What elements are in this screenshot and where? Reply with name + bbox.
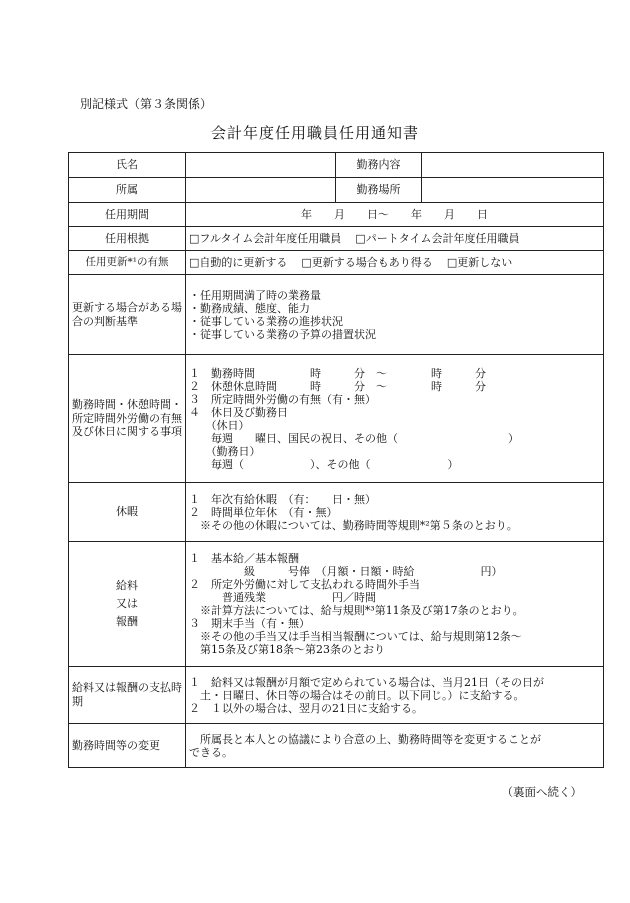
- row-criteria: [69, 275, 604, 355]
- renewal-label: 任用更新*¹の有無: [69, 251, 186, 275]
- row-change: [69, 724, 604, 768]
- payment-line: ２ １以外の場合は、翌月の21日に支給する。: [189, 701, 423, 715]
- basis-value: [186, 227, 604, 251]
- hours-line: 毎週 曜日、国民の祝日、その他（ ）: [189, 431, 519, 445]
- affiliation-value: [186, 178, 336, 203]
- pay-line: 普通残業 円／時間: [189, 591, 376, 604]
- period-label: 任用期間: [69, 203, 186, 227]
- hours-value: [186, 355, 604, 483]
- name-label: 氏名: [69, 153, 186, 178]
- payment-line: 土・日曜日、休日等の場合はその前日。以下同じ。）に支給する。: [189, 688, 525, 702]
- payment-line: １ 給料又は報酬が月額で定められている場合は、当月21日（その日が: [189, 675, 544, 689]
- criteria-line: ・従事している業務の進捗状況: [189, 314, 343, 328]
- leave-line: １ 年次有給休暇 （有： 日・無）: [189, 492, 376, 506]
- row-leave: [69, 483, 604, 542]
- hours-line: （休日）: [189, 418, 250, 432]
- row-payment-timing: [69, 667, 604, 724]
- row-pay: [69, 542, 604, 667]
- renewal-option-possible[interactable]: □更新する場合もあり得る: [301, 255, 433, 269]
- basis-option-parttime[interactable]: □パートタイム会計年度任用職員: [355, 231, 520, 245]
- pay-line: 級 号俸 （月額・日額・時給 円）: [189, 565, 503, 578]
- hours-line: ４ 休日及び勤務日: [189, 405, 288, 419]
- continued-note: （裏面へ続く）: [501, 785, 582, 799]
- workplace-value: [422, 178, 604, 203]
- hours-line: 毎週（ ）、その他（ ）: [189, 457, 459, 471]
- row-renewal: [69, 251, 604, 275]
- change-line: できる。: [189, 745, 233, 759]
- criteria-label: 更新する場合がある場合の判断基準: [69, 275, 186, 355]
- criteria-line: ・勤務成績、態度、能力: [189, 301, 310, 315]
- pay-line: 第15条及び第18条～第23条のとおり: [189, 643, 385, 656]
- leave-value: [186, 483, 604, 542]
- pay-line: ３ 期末手当（有・無）: [189, 617, 310, 630]
- change-label: 勤務時間等の変更: [69, 724, 186, 768]
- pay-label-line: 報酬: [116, 614, 138, 628]
- criteria-value: [186, 275, 604, 355]
- row-hours: [69, 355, 604, 483]
- pay-line: １ 基本給／基本報酬: [189, 552, 299, 565]
- basis-option-fulltime[interactable]: □フルタイム会計年度任用職員: [189, 231, 342, 245]
- pay-label: [69, 542, 186, 667]
- period-text: 年 月 日～ 年 月 日: [301, 207, 488, 221]
- row-name: [69, 153, 604, 178]
- change-value: [186, 724, 604, 768]
- row-basis: [69, 227, 604, 251]
- hours-label: 勤務時間・休憩時間・所定時間外労働の有無及び休日に関する事項: [69, 355, 186, 483]
- pay-line: ※計算方法については、給与規則*³第11条及び第17条のとおり。: [189, 604, 524, 617]
- hours-line: ３ 所定時間外労働の有無（有・無）: [189, 392, 376, 406]
- hours-line: （勤務日）: [189, 444, 261, 458]
- renewal-option-none[interactable]: □更新しない: [446, 255, 513, 269]
- duty-label: 勤務内容: [336, 153, 422, 178]
- basis-label: 任用根拠: [69, 227, 186, 251]
- pay-value: [186, 542, 604, 667]
- leave-label: 休暇: [69, 483, 186, 542]
- pay-line: ２ 所定外労働に対して支払われる時間外手当: [189, 578, 420, 591]
- criteria-line: ・任用期間満了時の業務量: [189, 288, 321, 302]
- period-value: [186, 203, 604, 227]
- pay-line: ※その他の手当又は手当相当報酬については、給与規則第12条～: [189, 630, 522, 643]
- renewal-option-auto[interactable]: □自動的に更新する: [189, 255, 288, 269]
- row-period: [69, 203, 604, 227]
- affiliation-label: 所属: [69, 178, 186, 203]
- row-affiliation: [69, 178, 604, 203]
- renewal-value: [186, 251, 604, 275]
- workplace-label: 勤務場所: [336, 178, 422, 203]
- pay-label-line: 又は: [116, 597, 138, 611]
- payment-value: [186, 667, 604, 724]
- leave-line: ２ 時間単位年休 （有・無）: [189, 505, 338, 519]
- duty-value: [422, 153, 604, 178]
- hours-line: １ 勤務時間 時 分 ～ 時 分: [189, 366, 486, 380]
- change-line: 所属長と本人との協議により合意の上、勤務時間等を変更することが: [189, 732, 541, 746]
- form-label: 別記様式（第３条関係）: [80, 97, 213, 111]
- document-title: 会計年度任用職員任用通知書: [210, 124, 419, 142]
- leave-line: ※その他の休暇については、勤務時間等規則*²第５条のとおり。: [189, 518, 518, 532]
- name-value: [186, 153, 336, 178]
- pay-label-line: 給料: [116, 579, 138, 593]
- payment-label: 給料又は報酬の支払時期: [69, 667, 186, 724]
- criteria-line: ・従事している業務の予算の措置状況: [189, 327, 376, 341]
- hours-line: ２ 休憩休息時間 時 分 ～ 時 分: [189, 379, 486, 393]
- notice-table: [68, 152, 604, 768]
